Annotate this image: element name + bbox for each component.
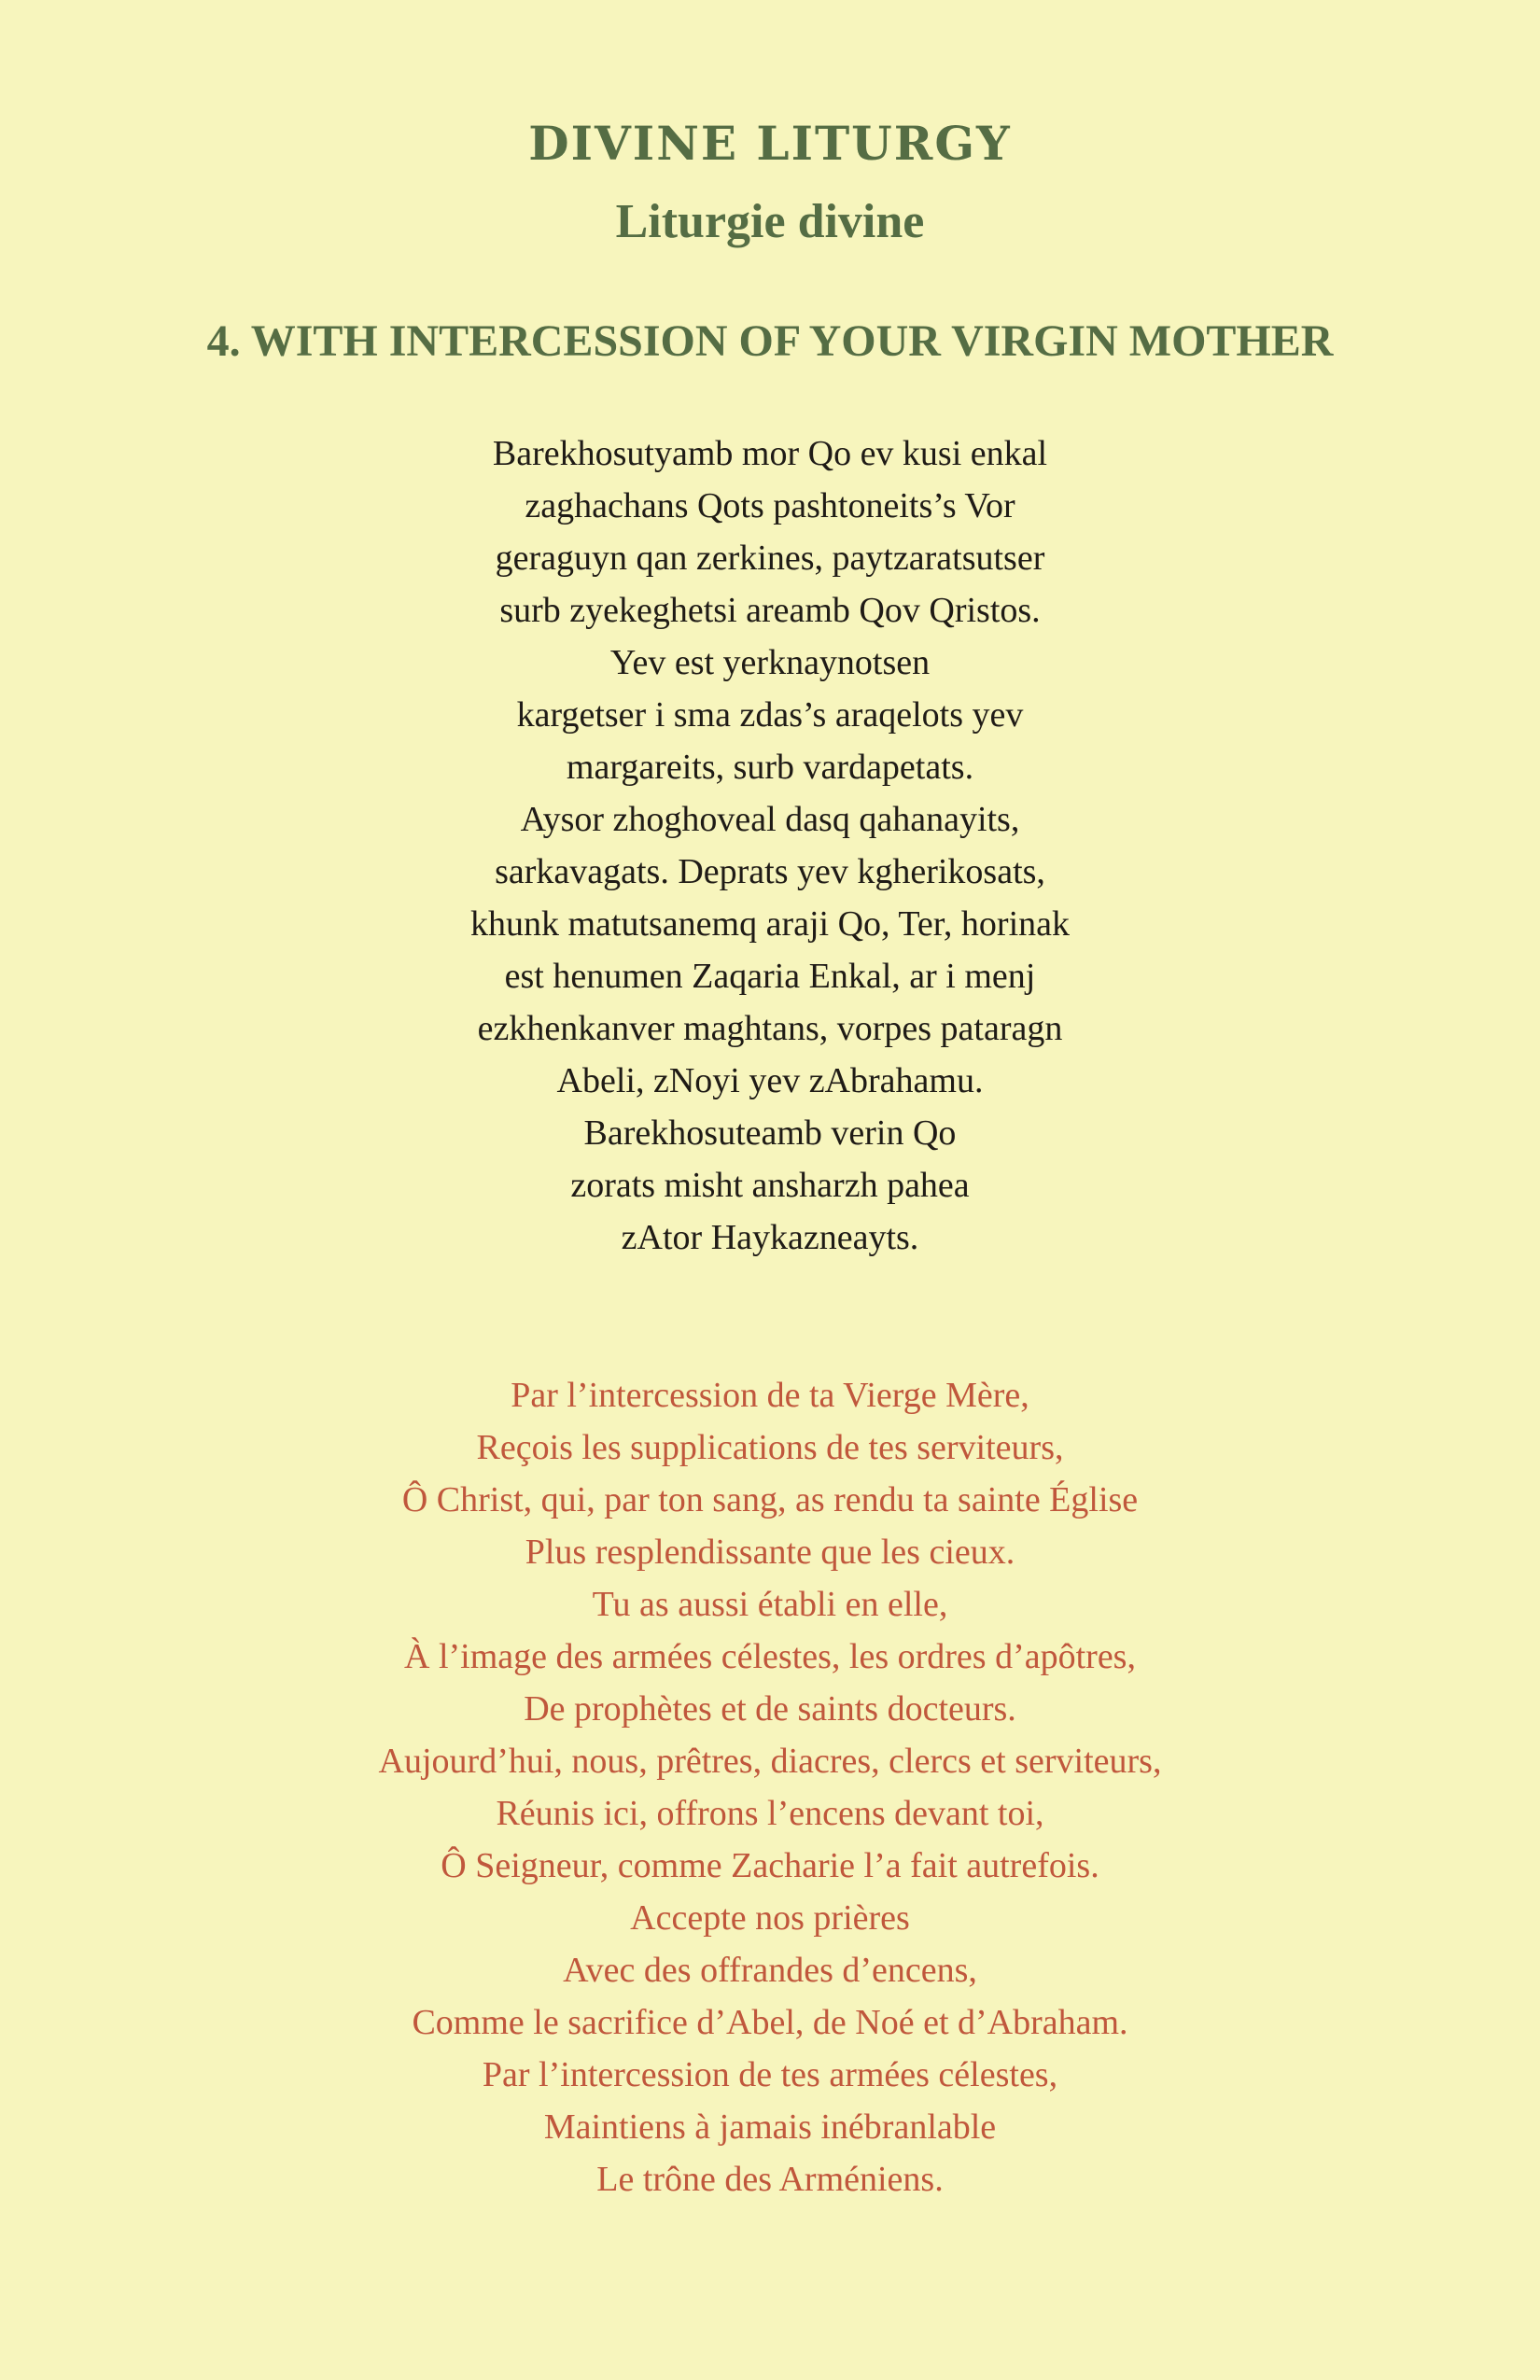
verse-line: zaghachans Qots pashtoneits’s Vor (525, 486, 1015, 525)
translation-line: Comme le sacrifice d’Abel, de Noé et d’Abraham. (412, 2003, 1128, 2042)
verse-line: est henumen Zaqaria Enkal, ar i menj (504, 957, 1036, 996)
verse-line: geraguyn qan zerkines, paytzaratsutser (495, 539, 1045, 578)
verse-line: margareits, surb vardapetats. (566, 748, 974, 787)
translation-block (0, 1369, 1540, 2205)
verse-line: Yev est yerknaynotsen (609, 643, 931, 682)
translation-line: De prophètes et de saints docteurs. (524, 1689, 1016, 1729)
verse-line: Barekhosutyamb mor Qo ev kusi enkal (492, 434, 1048, 473)
translation-line: Reçois les supplications de tes serviteurs, (476, 1428, 1064, 1467)
translation-line: À l’image des armées célestes, les ordres d’apôtres, (404, 1637, 1136, 1676)
page-title: DIVINE LITURGY (528, 116, 1012, 171)
translation-line: Accepte nos prières (630, 1898, 910, 1938)
verse-line: kargetser i sma zdas’s araqelots yev (516, 695, 1024, 735)
translation-line: Tu as aussi établi en elle, (592, 1585, 948, 1624)
translation-line: Par l’intercession de ta Vierge Mère, (511, 1376, 1029, 1415)
verse-line: khunk matutsanemq araji Qo, Ter, horinak (469, 904, 1070, 944)
transliteration-block (0, 427, 1540, 1264)
translation-line: Par l’intercession de tes armées célestes, (482, 2055, 1058, 2094)
translation-line: Ô Seigneur, comme Zacharie l’a fait autrefois. (441, 1846, 1099, 1885)
verse-line: sarkavagats. Deprats yev kgherikosats, (495, 852, 1045, 891)
verse-line: zAtor Haykazneayts. (621, 1218, 919, 1257)
translation-line: Ô Christ, qui, par ton sang, as rendu ta sainte Église (401, 1480, 1139, 1519)
verse-line: surb zyekeghetsi areamb Qov Qristos. (499, 591, 1041, 630)
translation-line: Maintiens à jamais inébranlable (543, 2107, 997, 2147)
translation-line: Réunis ici, offrons l’encens devant toi, (496, 1794, 1044, 1833)
verse-line: Barekhosuteamb verin Qo (583, 1113, 957, 1153)
translation-line: Avec des offrandes d’encens, (563, 1951, 977, 1990)
verse-line: Abeli, zNoyi yev zAbrahamu. (556, 1061, 984, 1100)
verse-line: zorats misht ansharzh pahea (570, 1166, 970, 1205)
section-heading: 4. WITH INTERCESSION OF YOUR VIRGIN MOTHER (206, 316, 1334, 366)
translation-line: Plus resplendissante que les cieux. (525, 1533, 1015, 1572)
verse-line: ezkhenkanver maghtans, vorpes pataragn (477, 1009, 1063, 1048)
page-subtitle: Liturgie divine (615, 195, 925, 248)
verse-line: Aysor zhoghoveal dasq qahanayits, (520, 800, 1020, 839)
translation-line: Le trône des Arméniens. (596, 2160, 944, 2199)
translation-line: Aujourd’hui, nous, prêtres, diacres, clercs et serviteurs, (378, 1742, 1162, 1781)
